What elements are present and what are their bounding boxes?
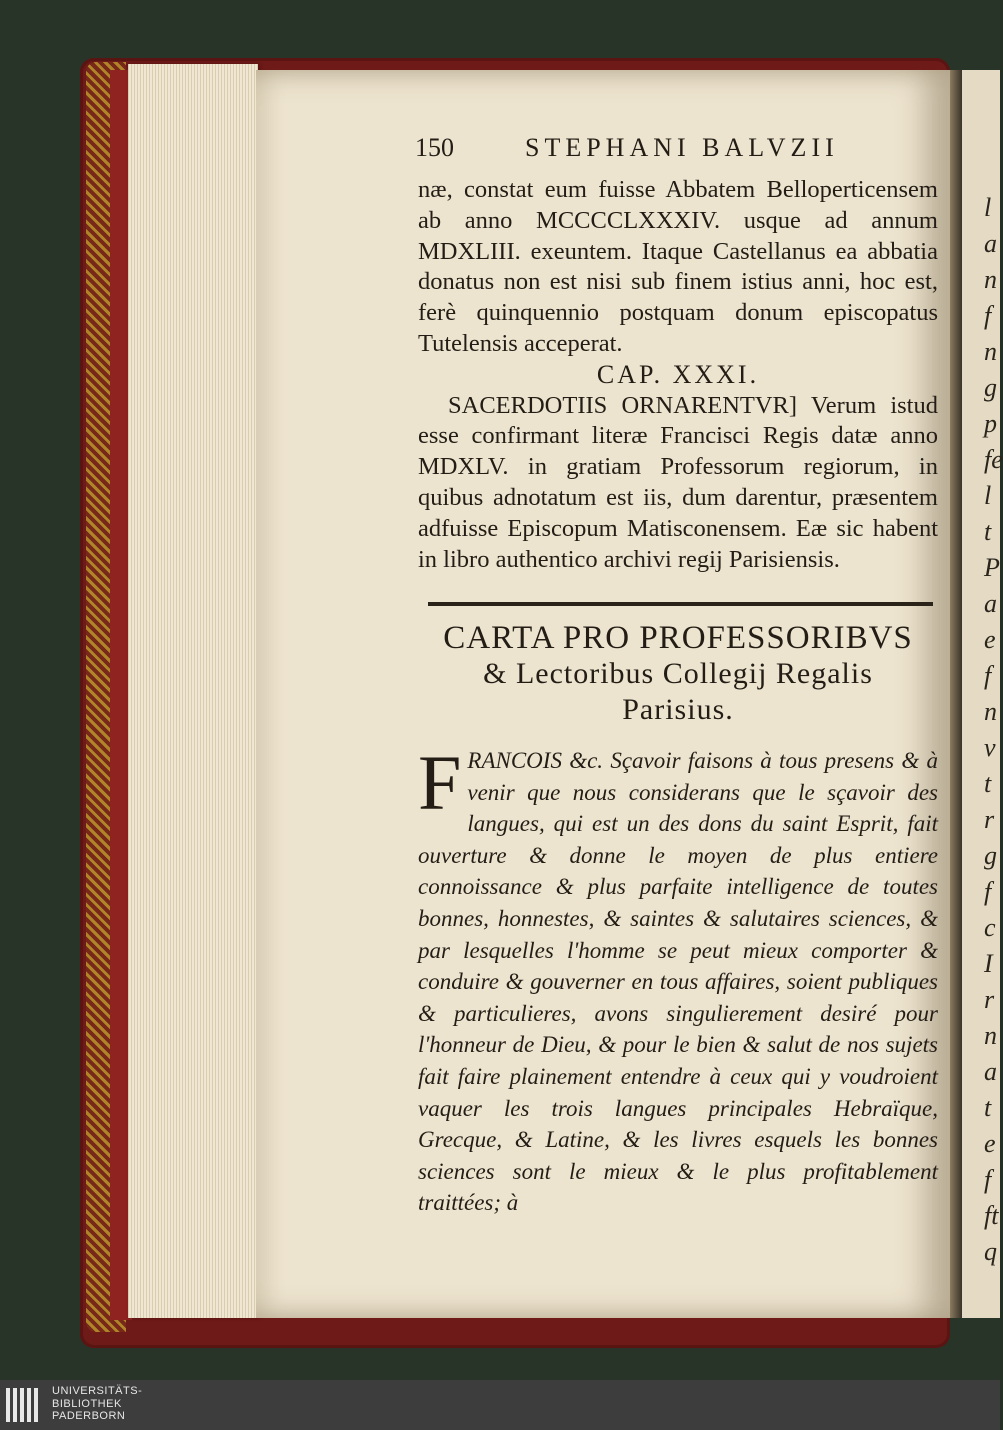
charter-title bbox=[418, 620, 938, 728]
page-number: 150 bbox=[415, 133, 454, 162]
library-name: UNIVERSITÄTS- BIBLIOTHEK PADERBORN bbox=[52, 1385, 143, 1422]
right-page-fragment bbox=[962, 70, 1003, 1318]
title-line-3: Parisius. bbox=[622, 693, 734, 726]
right-page-text: l a n f n g p fe l t P a e f n v t r g f c I r n a t e f ft q bbox=[984, 193, 1003, 1266]
body-text bbox=[418, 175, 938, 575]
paragraph-1: næ, constat eum fuisse Abbatem Belloperticensem ab anno MCCCCLXXXIV. usque ad annum MDXLIII. exeuntem. Itaque Castellanus ea abbatia donatus non est nisi sub finem istius anni, hoc est, ferè quinquennio postquam donum episcopatus Tutelensis acceperat. bbox=[418, 176, 938, 357]
library-footer bbox=[0, 1380, 1000, 1430]
title-line-1: CARTA PRO PROFESSORIBVS bbox=[443, 620, 913, 656]
drop-cap: F bbox=[418, 739, 462, 826]
charter-text bbox=[418, 739, 938, 1219]
library-logo-icon bbox=[6, 1388, 41, 1422]
section-divider bbox=[428, 602, 933, 606]
page-edges bbox=[128, 64, 258, 1318]
chapter-heading: CAP. XXXI. bbox=[596, 359, 760, 389]
title-line-2: & Lectoribus Collegij Regalis bbox=[483, 657, 873, 690]
running-title: STEPHANI BALVZII bbox=[525, 133, 839, 162]
book-gutter bbox=[950, 70, 962, 1318]
page-header bbox=[415, 133, 945, 173]
paragraph-2: SACERDOTIIS ORNARENTVR] Verum istud esse confirmant literæ Francisci Regis datæ anno MDXLV. in gratiam Professorum regiorum, in quibus adnotatum est iis, dum darentur, præsentem adfuisse Episcopum Matisconensem. Eæ sic habent in libro authentico archivi regij Parisiensis. bbox=[418, 391, 938, 573]
charter-body: RANCOIS &c. Sçavoir faisons à tous presens & à venir que nous considerans que le sçavoir des langues, qui est un des dons du saint Esprit, fait ouverture & donne le moyen de plus entiere connoissance & plus parfaite intelligence de toutes bonnes, honnestes, & saintes & salutaires sciences, & par lesquelles l'homme se peut mieux comporter & conduire & gouverner en tous affaires, soient publiques & particulieres, avons singulierement desiré pour l'honneur de Dieu, & pour le bien & salut de nos sujets fait faire plainement entendre à ceux qui y voudroient vaquer les trois langues principales Hebraïque, Grecque, & Latine, & les livres esquels les bonnes sciences sont le mieux & le plus profitablement traittées; à bbox=[418, 748, 938, 1216]
